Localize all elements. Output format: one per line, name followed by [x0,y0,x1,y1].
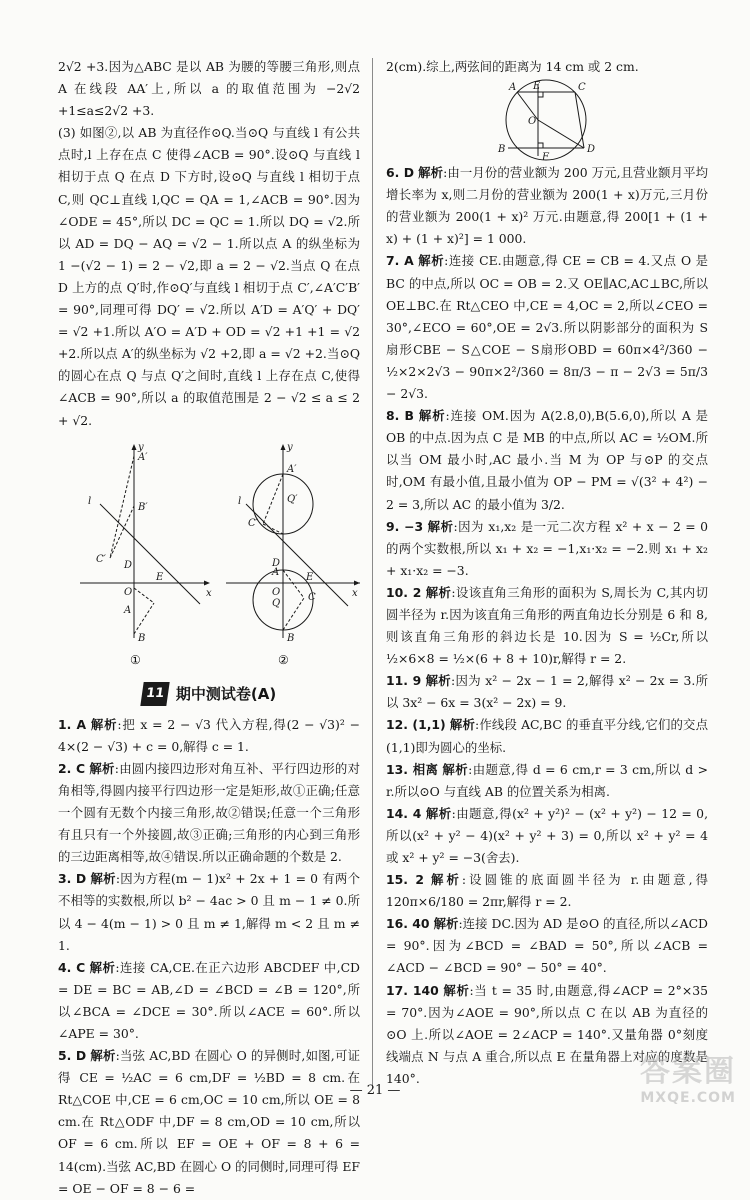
fig2-label-o: O [272,586,281,598]
fig2-label-y: y [287,441,293,453]
left-paragraph-2: (3) 如图②,以 AB 为直径作⊙Q.当⊙Q 与直线 l 有公共点时,l 上存在点 C 使得∠ACB = 90°.设⊙Q 与直线 l 相切于点 Q 在点 D 下方时,设⊙Q 与直线 l 相切于点 C,则 QC⊥直线 l,QC = QA = 1,∠ACB = 90°.因为∠ODE = 45°,所以 DC = QC = 1.所以 DQ = √2.所以 AD = DQ − AQ = √2 − 1.所以点 A 的纵坐标为 1 −(√2 − 1) = 2 − √2,即 a = 2 − √2.当点 Q 在点 D 上方的点 Q′时,作⊙Q′与直线 l 相切于点 C′,∠A′C′B′ = 90°,同理可得 DQ′ = √2.所以 A′D = A′Q′ + DQ′ = √2 +1.所以 A′O = A′D + OD = √2 +1 +1 = √2 +2.所以点 A′的纵坐标为 √2 +2,即 a = √2 +2.当⊙Q 的圆心在点 Q 与点 Q′之间时,直线 l 上存在点 C,使得∠ACB = 90°,所以 a 的取值范围是 2 − √2 ≤ a ≤ 2 + √2. [58,125,360,428]
fig2-label-c: C [308,591,316,603]
fig3-label-d: D [587,144,596,156]
fig2-label-q-prime: Q′ [287,493,298,505]
section-title: 期中测试卷(A) [175,684,277,703]
fig1-label-a-prime: A′ [138,451,148,463]
answer-item-15: 15. 2 解析:设圆锥的底面圆半径为 r.由题意,得 120π×6/180 = 2πr,解得 r = 2. [386,872,708,910]
figure-row [58,438,360,668]
section-heading [58,682,360,706]
fig3-label-b: B [498,144,506,156]
answer-item-16: 16. 40 解析:连接 DC.因为 AD 是⊙O 的直径,所以∠ACD = 90°.因为∠BCD = ∠BAD = 50°,所以∠ACB = ∠ACD − ∠BCD = 90° − 50° = 40°. [386,916,708,976]
right-paragraph-0: 2(cm).综上,两弦间的距离为 14 cm 或 2 cm. [386,59,639,74]
fig1-label-b-prime: B′ [138,501,148,513]
fig2-label-l: l [238,495,242,507]
answer-item-1: 1. A 解析:把 x = 2 − √3 代入方程,得(2 − √3)² − 4×(2 − √3) + c = 0,解得 c = 1. [58,716,360,754]
page-number: — 21 — [349,1083,401,1098]
answer-item-12: 12. (1,1) 解析:作线段 AC,BC 的垂直平分线,它们的交点(1,1)即为圆心的坐标. [386,717,709,755]
fig2-label-x: x [352,587,358,599]
answer-item-8: 8. B 解析:连接 OM.因为 A(2.8,0),B(5.6,0),所以 A 是 OB 的中点.因为点 C 是 MB 的中点,所以 AC = ½OM.所以当 OM 最小时,AC 最小.当 M 为 OP 与⊙P 的交点时,OM 有最小值,且最小值为 OP − PM = √(3² + 4²) − 2 = 3,所以 AC 的最小值为 3/2. [386,408,708,512]
circle-chord-figure [386,78,708,162]
fig1-label-c-prime: C′ [96,553,106,565]
answer-item-2: 2. C 解析:由圆内接四边形对角互补、平行四边形的对角相等,得圆内接平行四边形一定是矩形,故①正确;任意一个圆有无数个内接三角形,故②错误;任意一个三角形有且只有一个外接圆,故③正确;三角形的内心到三角形的三边距离相等,故④错误.所以正确命题的个数是 2. [58,760,360,865]
fig2-label-q: Q [272,597,281,609]
figure-2-caption: ② [278,652,289,667]
fig1-label-d: D [124,559,133,571]
fig2-label-d: D [272,557,281,569]
fig1-label-b: B [138,632,146,644]
answer-item-11: 11. 9 解析:因为 x² − 2x − 1 = 2,解得 x² − 2x = 3.所以 3x² − 6x = 3(x² − 2x) = 9. [386,673,709,711]
answer-item-9: 9. −3 解析:因为 x₁,x₂ 是一元二次方程 x² + x − 2 = 0 的两个实数根,所以 x₁ + x₂ = −1,x₁·x₂ = −2.则 x₁ + x₂ + x₁·x₂ = −3. [386,518,708,578]
fig3-label-f: F [542,152,549,163]
watermark-line-2: MXQE.COM [640,1090,736,1106]
answer-item-4: 4. C 解析:连接 CA,CE.在正六边形 ABCDEF 中,CD = DE = BC = AB,∠D = ∠BCD = ∠B = 120°,所以∠BCA = ∠DCE = 30°.所以∠ACE = 60°.所以∠APE = 30°. [58,959,360,1041]
watermark-logo [640,1046,736,1106]
right-column [386,56,708,1090]
fig3-label-e: E [533,81,541,93]
answer-item-17: 17. 140 解析:当 t = 35 时,由题意,得∠ACP = 2°×35 = 70°.因为∠AOE = 90°,所以点 C 在以 AB 为直径的⊙O 上.所以∠AOE = 2∠ACP = 140°.又量角器 0°刻度线端点 N 与点 A 重合,所以点 E 在量角器上对应的度数是 140°. [386,982,708,1086]
fig1-label-y: y [138,441,144,453]
answer-item-10: 10. 2 解析:设该直角三角形的面积为 S,周长为 C,其内切圆半径为 r.因为该直角三角形的两直角边长分别是 6 和 8,则该直角三角形的斜边长是 10.因为 S = ½Cr,所以 ½×6×8 = ½×(6 + 8 + 10)r,解得 r = 2. [386,584,708,667]
fig1-label-a: A [124,604,132,616]
figure-1 [80,441,210,638]
figure-1-caption: ① [130,652,141,667]
fig2-label-a-prime: A′ [287,463,297,475]
fig1-label-l: l [88,495,92,507]
column-divider [372,58,373,1088]
watermark-line-1: 答案圈 [640,1054,736,1089]
fig2-label-c-prime: C′ [248,517,258,529]
left-paragraph-1: 2√2 +3.因为△ABC 是以 AB 为腰的等腰三角形,则点 A 在线段 AA′上,所以 a 的取值范围为 −2√2 +1≤a≤2√2 +3. [58,59,360,119]
circle-chord-figure-wrap [386,78,708,162]
coordinate-figures [58,438,360,668]
answer-item-6: 6. D 解析:由一月份的营业额为 200 万元,且营业额月平均增长率为 x,则二月份的营业额为 200(1 + x)万元,三月份的营业额为 200(1 + x)² 万元.由题意,得 200[1 + (1 + x) + (1 + x)²] = 1 000. [386,165,709,247]
answer-item-5: 5. D 解析:当弦 AC,BD 在圆心 O 的异侧时,如图,可证得 CE = ½AC = 6 cm,DF = ½BD = 8 cm.在 Rt△COE 中,CE = 6 cm,OC = 10 cm,所以 OE = 8 cm.在 Rt△ODF 中,DF = 8 cm,OD = 10 cm,所以 OF = 6 cm.所以 EF = OE + OF = 8 + 6 = 14(cm).当弦 AC,BD 在圆心 O 的同侧时,同理可得 EF = OE − OF = 8 − 6 = [58,1048,360,1196]
fig3-label-c: C [578,82,586,94]
figure-1-labels [88,442,212,644]
fig3-label-a: A [509,82,517,94]
fig1-label-o: O [124,586,133,598]
fig3-label-o: O [528,116,537,128]
fig2-label-e: E [306,571,314,583]
answer-item-14: 14. 4 解析:由题意,得(x² + y²)² − (x² + y²) − 12 = 0,所以(x² + y² − 4)(x² + y² + 3) = 0,所以 x² + y² = 4 或 x² + y² = −3(舍去). [386,805,709,865]
fig1-label-e: E [156,571,164,583]
answer-item-7: 7. A 解析:连接 CE.由题意,得 CE = CB = 4.又点 O 是 BC 的中点,所以 OC = OB = 2.又 OE∥AC,AC⊥BC,所以 OE⊥BC.在 Rt△CEO 中,CE = 4,OC = 2,所以∠CEO = 30°,∠ECO = 60°,OE = 2√3.所以阴影部分的面积为 S扇形CBE − S△COE − S扇形OBD = 60π×4²/360 − ½×2×2√3 − 90π×2²/360 = 8π/3 − π − 2√3 = 5π/3 − 2√3. [386,253,709,402]
fig2-label-a: A [272,566,280,578]
fig2-label-b: B [287,632,295,644]
answer-item-13: 13. 相离 解析:由题意,得 d = 6 cm,r = 3 cm,所以 d > r.所以⊙O 与直线 AB 的位置关系为相离. [386,761,709,799]
left-column [58,56,360,1200]
section-number-badge: 11 [140,682,169,706]
fig1-label-x: x [206,587,212,599]
answer-item-3: 3. D 解析:因为方程(m − 1)x² + 2x + 1 = 0 有两个不相等的实数根,所以 b² − 4ac > 0 且 m − 1 ≠ 0.所以 4 − 4(m − 1) > 0 且 m ≠ 1,解得 m < 2 且 m ≠ 1. [58,871,360,953]
